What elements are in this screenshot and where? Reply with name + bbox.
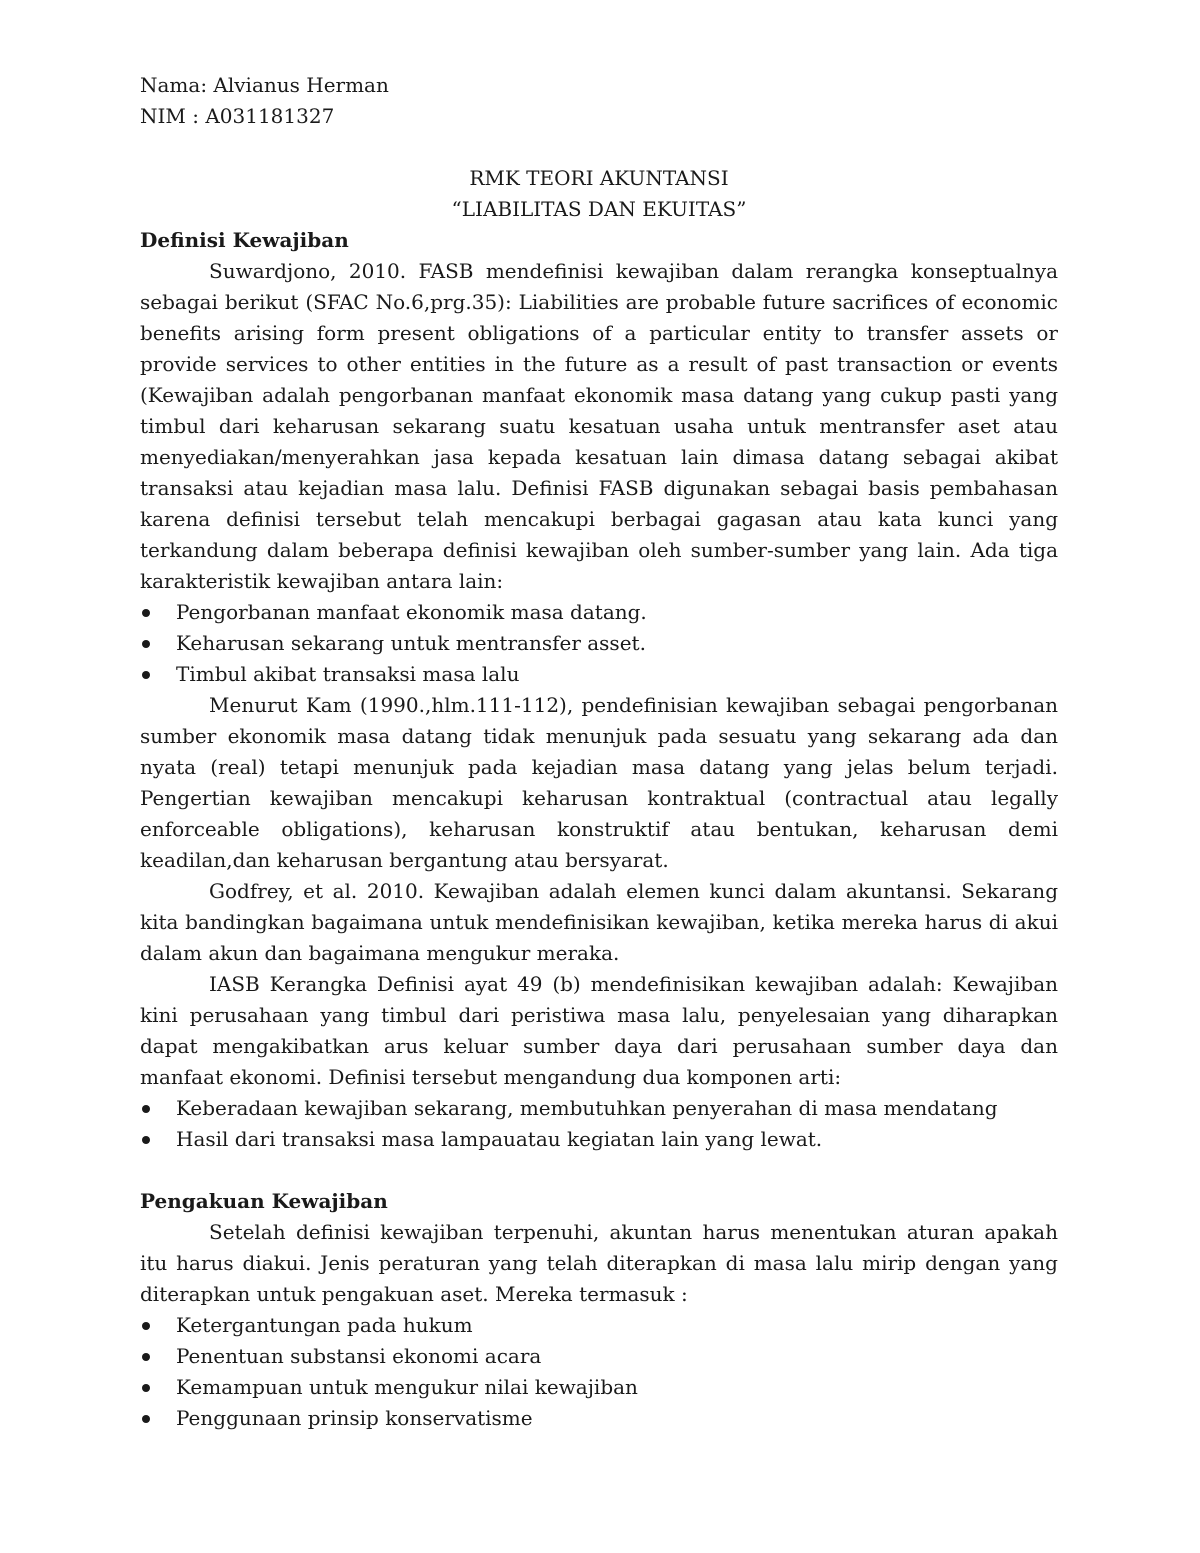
section-spacer (140, 1155, 1058, 1186)
list-item (140, 1372, 1058, 1403)
list-item-text: Penentuan substansi ekonomi acara (176, 1344, 542, 1368)
paragraph-kam: Menurut Kam (1990.,hlm.111-112), pendefinisian kewajiban sebagai pengorbanan sumber ekonomik masa datang tidak menunjuk pada sesuatu yang sekarang ada dan nyata (real) tetapi menunjuk pada kejadian masa datang yang jelas belum terjadi. Pengertian kewajiban mencakupi keharusan kontraktual (contractual atau legally enforceable obligations), keharusan konstruktif atau bentukan, keharusan demi keadilan,dan keharusan bergantung atau bersyarat. (140, 693, 1058, 872)
bullet-icon (142, 609, 150, 617)
paragraph-iasb: IASB Kerangka Definisi ayat 49 (b) mendefinisikan kewajiban adalah: Kewajiban kini perusahaan yang timbul dari peristiwa masa lalu, penyelesaian yang diharapkan dapat mengakibatkan arus keluar sumber daya dari perusahaan sumber daya dan manfaat ekonomi. Definisi tersebut mengandung dua komponen arti: (140, 972, 1058, 1089)
list-item (140, 659, 1058, 690)
list-item-text: Penggunaan prinsip konservatisme (176, 1406, 533, 1430)
bullet-icon (142, 1105, 150, 1113)
bullet-icon (142, 1384, 150, 1392)
paragraph-godfrey: Godfrey, et al. 2010. Kewajiban adalah elemen kunci dalam akuntansi. Sekarang kita bandingkan bagaimana untuk mendefinisikan kewajiban, ketika mereka harus di akui dalam akun dan bagaimana mengukur meraka. (140, 879, 1058, 965)
list-item (140, 1124, 1058, 1155)
bullet-icon (142, 1415, 150, 1423)
list-item (140, 1341, 1058, 1372)
characteristics-list (140, 597, 1058, 690)
list-item-text: Kemampuan untuk mengukur nilai kewajiban (176, 1375, 638, 1399)
list-item (140, 1310, 1058, 1341)
list-item-text: Timbul akibat transaksi masa lalu (176, 662, 520, 686)
components-list (140, 1093, 1058, 1155)
document-title: RMK TEORI AKUNTANSI (469, 166, 729, 190)
document-subtitle: “LIABILITAS DAN EKUITAS” (451, 197, 747, 221)
bullet-icon (142, 640, 150, 648)
paragraph-suwardjono: Suwardjono, 2010. FASB mendefinisi kewajiban dalam rerangka konseptualnya sebagai berikut (SFAC No.6,prg.35): Liabilities are probable future sacrifices of economic benefits arising form present obligations of a particular entity to transfer assets or provide services to other entities in the future as a result of past transaction or events (Kewajiban adalah pengorbanan manfaat ekonomik masa datang yang cukup pasti yang timbul dari keharusan sekarang suatu kesatuan usaha untuk mentransfer aset atau menyediakan/menyerahkan jasa kepada kesatuan lain dimasa datang sebagai akibat transaksi atau kejadian masa lalu. Definisi FASB digunakan sebagai basis pembahasan karena definisi tersebut telah mencakupi berbagai gagasan atau kata kunci yang terkandung dalam beberapa definisi kewajiban oleh sumber-sumber yang lain. Ada tiga karakteristik kewajiban antara lain: (140, 259, 1058, 593)
student-id-line: NIM : A031181327 (140, 104, 335, 128)
section-heading-definisi: Definisi Kewajiban (140, 228, 349, 252)
list-item-text: Keberadaan kewajiban sekarang, membutuhkan penyerahan di masa mendatang (176, 1096, 998, 1120)
list-item-text: Pengorbanan manfaat ekonomik masa datang. (176, 600, 647, 624)
bullet-icon (142, 671, 150, 679)
paragraph-pengakuan: Setelah definisi kewajiban terpenuhi, akuntan harus menentukan aturan apakah itu harus diakui. Jenis peraturan yang telah diterapkan di masa lalu mirip dengan yang diterapkan untuk pengakuan aset. Mereka termasuk : (140, 1220, 1058, 1306)
section-heading-pengakuan: Pengakuan Kewajiban (140, 1189, 388, 1213)
document-body (140, 70, 1058, 1434)
list-item (140, 1403, 1058, 1434)
list-item-text: Keharusan sekarang untuk mentransfer asset. (176, 631, 646, 655)
list-item-text: Hasil dari transaksi masa lampauatau kegiatan lain yang lewat. (176, 1127, 823, 1151)
list-item-text: Ketergantungan pada hukum (176, 1313, 473, 1337)
bullet-icon (142, 1136, 150, 1144)
list-item (140, 597, 1058, 628)
author-name-line: Nama: Alvianus Herman (140, 73, 389, 97)
list-item (140, 1093, 1058, 1124)
list-item (140, 628, 1058, 659)
recognition-criteria-list (140, 1310, 1058, 1434)
bullet-icon (142, 1353, 150, 1361)
bullet-icon (142, 1322, 150, 1330)
